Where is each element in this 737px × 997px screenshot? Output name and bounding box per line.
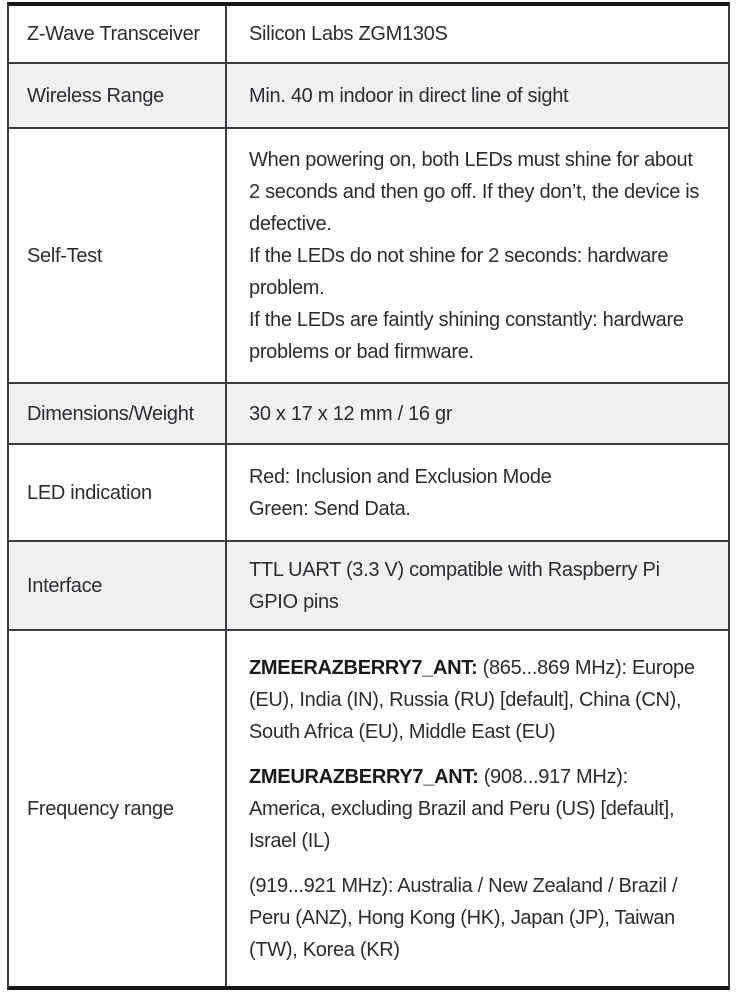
spec-value-cell	[225, 6, 728, 62]
spec-label: Frequency range	[27, 797, 174, 820]
spec-label-cell	[9, 6, 225, 62]
spec-label-cell	[9, 384, 225, 443]
spec-value-cell	[225, 542, 728, 629]
spec-label: Wireless Range	[27, 84, 164, 107]
spec-label-cell	[9, 64, 225, 127]
spec-value-paragraph: If the LEDs do not shine for 2 seconds: hardware problem.	[249, 244, 669, 299]
spec-value-paragraph: 30 x 17 x 12 mm / 16 gr	[249, 402, 453, 425]
paragraph-text: (865...869 MHz): Europe (EU), India (IN), Russia (RU) [default], China (CN), South Africa (EU), Middle East (EU)	[249, 656, 695, 743]
table-row	[9, 540, 728, 629]
paragraph-text: (908...917 MHz): America, excluding Brazil and Peru (US) [default], Israel (IL)	[249, 765, 675, 852]
spec-value-paragraph: If the LEDs are faintly shining constantly: hardware problems or bad firmware.	[249, 308, 684, 363]
spec-value-paragraph: Silicon Labs ZGM130S	[249, 23, 448, 45]
table-row	[9, 127, 728, 382]
spec-label: Self-Test	[27, 244, 103, 267]
spec-value-paragraph	[249, 761, 704, 857]
spec-label-cell	[9, 129, 225, 382]
spec-value-cell	[225, 384, 728, 443]
spec-value-paragraph: Min. 40 m indoor in direct line of sight	[249, 84, 569, 107]
spec-value-paragraph: Green: Send Data.	[249, 497, 411, 520]
spec-label: Z-Wave Transceiver	[27, 23, 200, 45]
product-code: ZMEURAZBERRY7_ANT:	[249, 765, 479, 788]
spec-value-paragraph: When powering on, both LEDs must shine for about 2 seconds and then go off. If they don’t, the device is defective.	[249, 148, 700, 235]
spec-label: Interface	[27, 574, 103, 597]
spec-label: Dimensions/Weight	[27, 402, 194, 425]
spec-label-cell	[9, 542, 225, 629]
spec-value-cell	[225, 631, 728, 986]
table-row	[9, 443, 728, 540]
table-row	[9, 629, 728, 986]
spec-value-paragraph	[249, 652, 704, 748]
spec-value-cell	[225, 64, 728, 127]
product-code: ZMEERAZBERRY7_ANT:	[249, 656, 478, 679]
table-row	[9, 382, 728, 443]
spec-value-paragraph: Red: Inclusion and Exclusion Mode	[249, 465, 552, 488]
table-row	[9, 62, 728, 127]
spec-label-cell	[9, 445, 225, 540]
spec-value-paragraph: (919...921 MHz): Australia / New Zealand / Brazil / Peru (ANZ), Hong Kong (HK), Japan (JP), Taiwan (TW), Korea (KR)	[249, 874, 678, 961]
spec-value-cell	[225, 129, 728, 382]
spec-value-paragraph: TTL UART (3.3 V) compatible with Raspberry Pi GPIO pins	[249, 558, 660, 613]
spec-label: LED indication	[27, 481, 152, 504]
spec-label-cell	[9, 631, 225, 986]
spec-value-cell	[225, 445, 728, 540]
table-row	[9, 6, 728, 62]
spec-table	[7, 2, 730, 990]
